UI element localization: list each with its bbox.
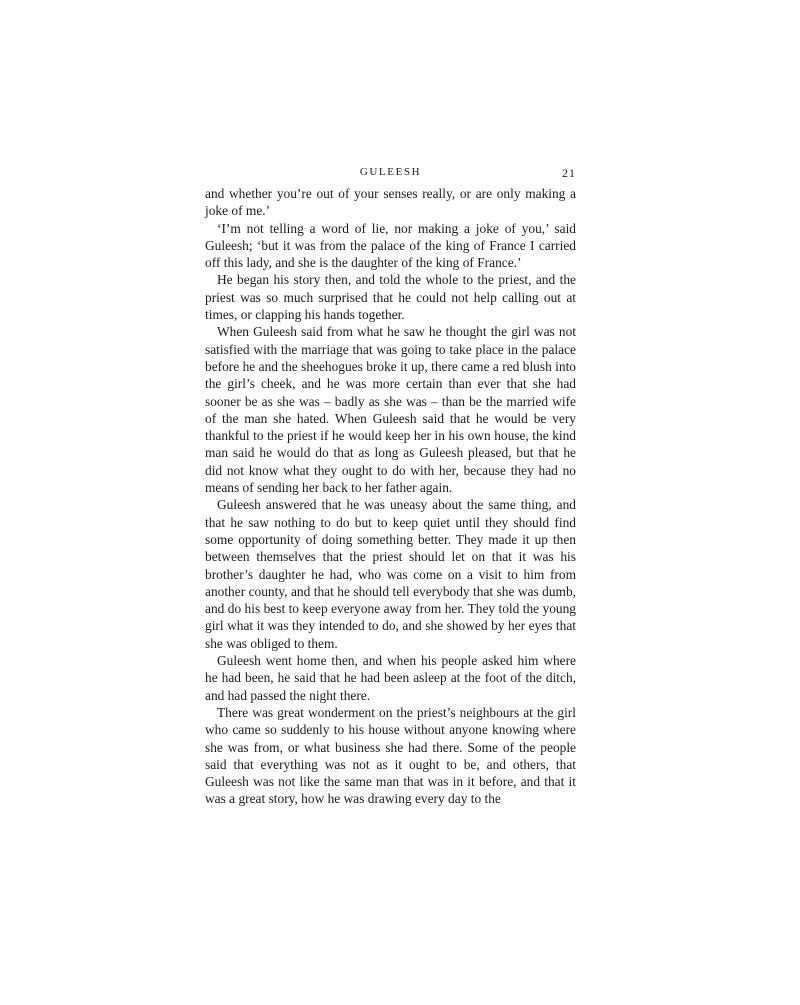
- page-number: 21: [562, 166, 576, 180]
- paragraph-7: There was great wonderment on the priest’s neighbours at the girl who came so suddenly to his house without anyone knowing where she was from, or what business she had there. Some of the people said that everything was not as it ought to be, and others, that Guleesh was not like the same man that was in it before, and that it was a great story, how he was drawing every day to the: [205, 704, 576, 807]
- running-title: GULEESH: [359, 166, 422, 178]
- body-text: [205, 185, 576, 808]
- paragraph-4: When Guleesh said from what he saw he thought the girl was not satisfied with the marriage that was going to take place in the palace before he and the sheehogues broke it up, there came a red blush into the girl’s cheek, and he was more certain than ever that she had sooner be as she was – badly as she was – than be the married wife of the man she hated. When Guleesh said that he would be very thankful to the priest if he would keep her in his own house, the kind man said he would do that as long as Guleesh pleased, but that he did not know what they ought to do with her, because they had no means of sending her back to her father again.: [205, 324, 576, 496]
- paragraph-1: and whether you’re out of your senses really, or are only making a joke of me.’: [205, 186, 576, 219]
- running-head: [205, 163, 576, 185]
- book-page: [205, 163, 576, 808]
- paragraph-5: Guleesh answered that he was uneasy about the same thing, and that he saw nothing to do but to keep quiet until they should find some opportunity of doing something better. They made it up then between themselves that the priest should let on that it was his brother’s daughter he had, who was come on a visit to him from another county, and that he should tell everybody that she was dumb, and do his best to keep everyone away from her. They told the young girl what it was they intended to do, and she showed by her eyes that she was obliged to them.: [205, 497, 576, 651]
- paragraph-2: ‘I’m not telling a word of lie, nor making a joke of you,’ said Guleesh; ‘but it was from the palace of the king of France I carried off this lady, and she is the daughter of the king of France.’: [205, 220, 576, 271]
- paragraph-6: Guleesh went home then, and when his people asked him where he had been, he said that he had been asleep at the foot of the ditch, and had passed the night there.: [205, 653, 576, 703]
- paragraph-3: He began his story then, and told the whole to the priest, and the priest was so much surprised that he could not help calling out at times, or clapping his hands together.: [205, 272, 576, 323]
